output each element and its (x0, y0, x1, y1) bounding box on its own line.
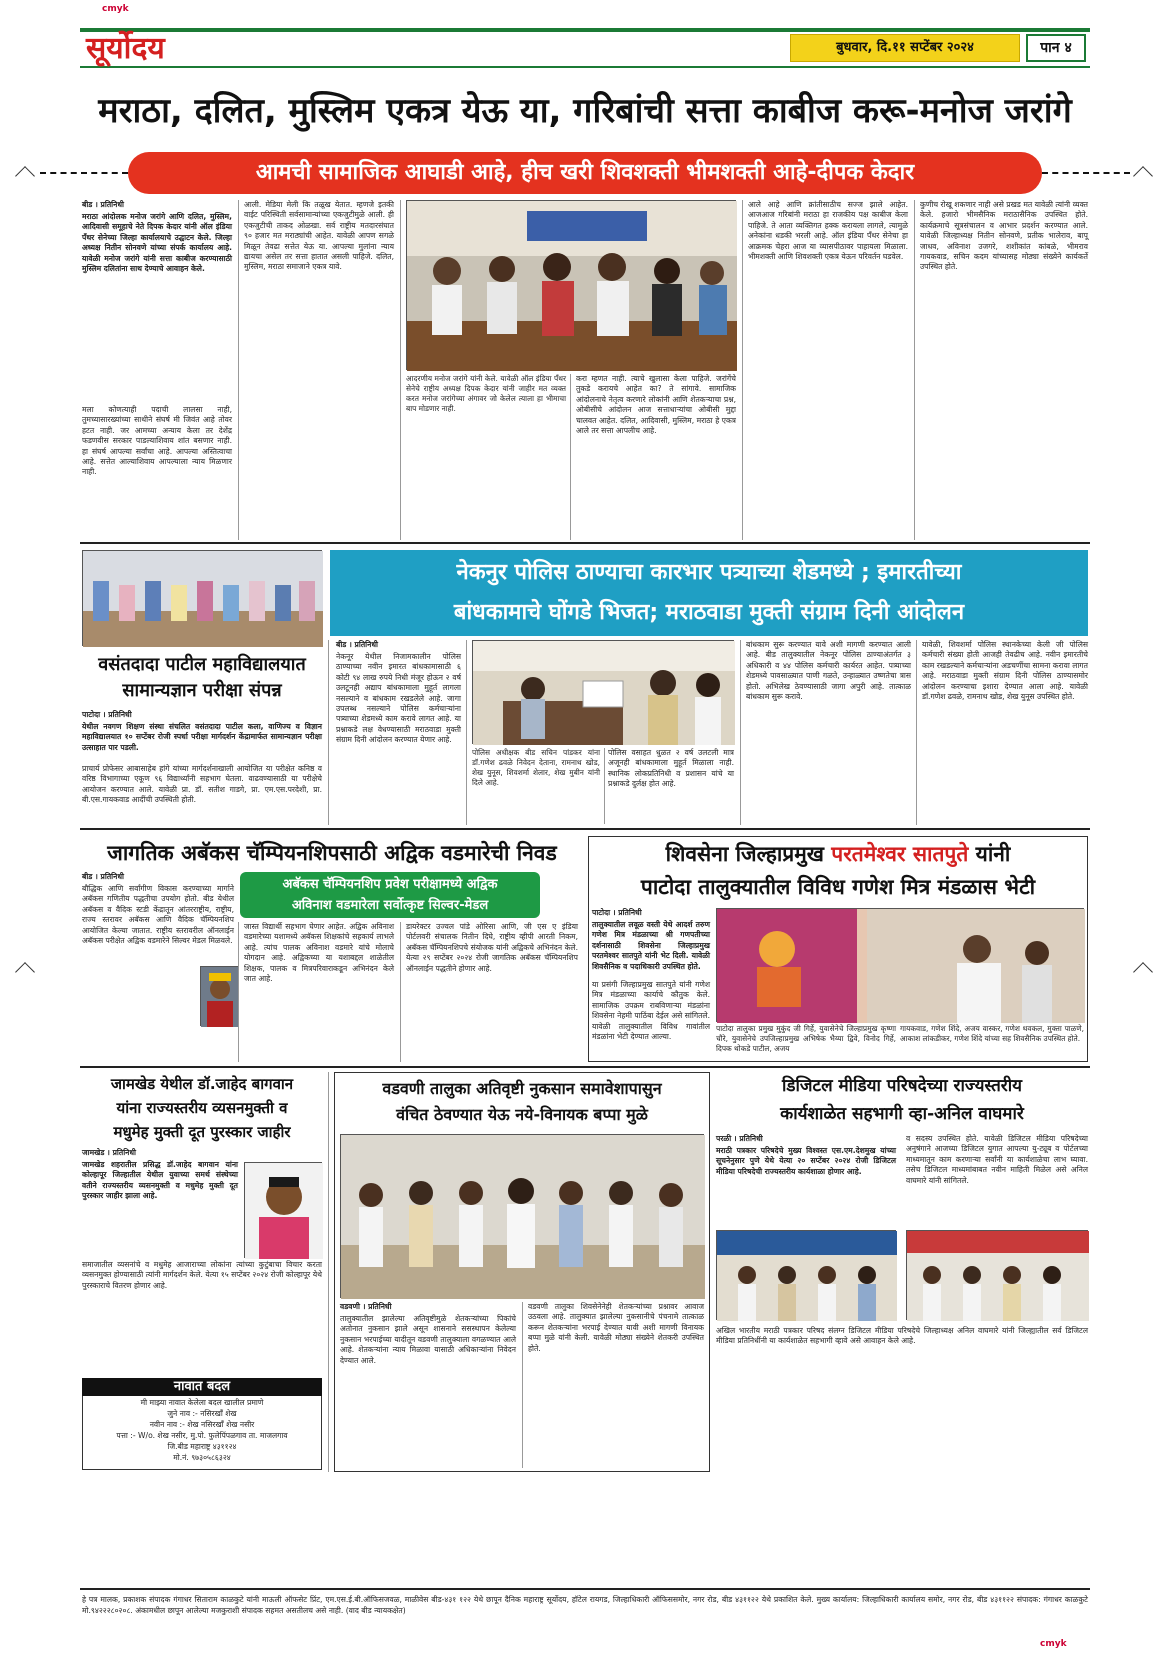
rule (742, 200, 743, 540)
digital-headline-line1: डिजिटल मीडिया परिषदेच्या राज्यस्तरीय (781, 1076, 1022, 1096)
exam-photo (82, 550, 322, 646)
exam-text: प्राचार्य प्रोफेसर आबासाहेब हांगे यांच्या मार्गदर्शनाखाली आयोजित या परीक्षेत कनिष्ठ व वरिष्ठ विभागाच्या एकूण ९६ विद्यार्थ्यांनी सहभाग घेतला. वाढवण्यासाठी या परीक्षेचे आयोजन करण्यात आले. यावेळी प्रा. डॉ. सतीश गाडगे, प्रा. एम.एस.परदेशी, प्रा. बी.एस.गायकवाड आदींची उपस्थिती होती. (82, 764, 322, 805)
abacus-dateline: बीड । प्रतिनिधी (82, 872, 124, 881)
shivsena-headline-name: परतमेश्वर सातपुते (831, 842, 969, 866)
abacus-subhead-line2: अविनाश वडमारेला सर्वोत्कृष्ट सिल्वर-मेडल (291, 898, 489, 913)
lead-col1-lead: मराठा आंदोलक मनोज जरांगे आणि दलित, मुस्लिम, आदिवासी समूहाचे नेते दिपक केदार यांनी ऑल इंडिया पँथर सेनेच्या जिल्हा कार्यालयाचे उद्घाटन केले. जिल्हा अध्यक्ष नितीन सोनवणे यांच्या संपर्क कार्यालय आहे. यावेळी मनोज जरांगे यांनी सत्ता काबीज करण्यासाठी मुस्लिम दलितांना साथ देण्याचे आवाहन केले. (82, 212, 232, 274)
section-divider (80, 828, 1090, 830)
digital-text: अखिल भारतीय मराठी पत्रकार परिषद संलग्न डिजिटल मीडिया परिषदेचे जिल्हाध्यक्ष अनिल वाघमारे यांनी जिल्ह्यातील सर्व डिजिटल मीडिया प्रतिनिधींनी या कार्यशाळेत सहभागी व्हावे असे आवाहन केले आहे. (716, 1326, 1088, 1346)
registration-mark-right-mid (1133, 962, 1153, 982)
footer-divider (80, 1588, 1090, 1590)
award-portrait (244, 1162, 322, 1258)
lead-photo-caption: आदरणीय मनोज जरांगे यांनी केले. यावेळी ऑल इंडिया पँथर सेनेचे राष्ट्रीय अध्यक्ष दिपक केदार यांनी जाहीर मत व्यक्त करत मनोज जरांगेच्या अंगावर जो केलेल त्याला हा भीमाचा बाप मोडणार नाही. (406, 374, 566, 413)
abacus-headline: जागतिक अबॅकस चॅम्पियनशिपसाठी अद्विक वडमारेची निवड (107, 841, 557, 865)
award-dateline: जामखेड । प्रतिनिधी (82, 1148, 137, 1157)
registration-mark-left (15, 166, 35, 186)
lead-col4-text: करा म्हणत नाही. त्याचे खुलासा केला पाहिजे. जरांगेंचे तुकडे करायचे आहेत का? ते सांगावे. सामाजिक आंदोलनाचे नेतृत्व करणारे लोकांनी आणि शेतकऱ्याचा प्रश्न, ओबीसीचे आंदोलन आज सत्ताधाऱ्यांचा ओबीसी मुद्दा चालवत आहेत. दलित, आदिवासी, मुस्लिम, मराठा हे एकत्र आले तर सत्ता आपलीच आहे. (576, 374, 736, 436)
exam-headline: वसंतदादा पाटील महाविद्यालयात सामान्यज्ञान परीक्षा संपन्न (98, 654, 306, 701)
abacus-col3-text: डायरेक्टर उज्वल पांडे ओरिसा आणि, जी एस ए इंडिया पोर्टलवरी संचालक नितीन दिघे, राष्ट्रीय व्हीपी आरती निकम, अबॅकस चॅम्पियनशिपचे संयोजक यांनी अद्विकचे अभिनंदन केले. येत्या २९ सप्टेंबर २०२४ रोजी जागतिक अबॅकस चॅम्पियनशिप ऑनलाईन पद्धतीने होणार आहे. (406, 922, 578, 973)
lead-col1-text: मला कोणत्याही पदाची लालसा नाही, तुमच्यासारख्यांच्या साथीने संघर्ष मी जिवंत आहे तोवर हटत नाही. जर आमच्या अन्याय केला तर देशेंद्र फडणवीस सरकार पाडल्याशिवाय शांत बसणार नाही. हा संघर्ष आपल्या सर्वांचा आहे. आपल्या अस्तित्वाचा आहे. सत्तेत आल्याशिवाय आपल्याला न्याय मिळणार नाही. (82, 405, 232, 477)
award-portrait-illustration (245, 1163, 323, 1259)
rule (400, 200, 401, 540)
shivsena-photo-caption: पाटोदा तालुका प्रमुख मुकुंद जी गिर्हे, युवासेनेचे जिल्हाप्रमुख कृष्णा चौरे, युवासेनेचे उपजिल्हाप्रमुख अभिषेक भैय्या द्विवे, विनोद गिर्हे, दिपक थोकडे पाटील, अजय (716, 1024, 896, 1053)
masthead-title: सूर्योदय (86, 31, 165, 66)
award-headline-line2: यांना राज्यस्तरीय व्यसनमुक्ती व (116, 1099, 288, 1117)
award-text: समाजातील व्यसनांचे व मधुमेह आजाराच्या लोकांना त्यांच्या कुटुंबाचा विचार करता व्यसनमुक्त होण्यासाठी त्यांनी मार्गदर्शन केले. येत्या १५ सप्टेंबर २०२४ रोजी कोल्हापूर येथे पुरस्काराचे वितरण होणार आहे. (82, 1260, 322, 1290)
section-divider (80, 542, 1090, 544)
abacus-portrait-illustration (201, 967, 239, 1027)
rain-photo-illustration (341, 1135, 705, 1299)
award-headline-line3: मधुमेह मुक्ती दूत पुरस्कार जाहीर (113, 1123, 291, 1141)
shivsena-headline-line2: पाटोदा तालुक्यातील विविध गणेश मित्र मंडळास भेटी (640, 875, 1036, 899)
award-lead: जामखेड शहरातील प्रसिद्ध डॉ.जाहेद बागवान यांना कोल्हापूर जिल्हातील येथील युवाच्या समर्थ संस्थेच्या वतीने राज्यस्तरीय व्यसनमुक्ती व मधुमेह मुक्ती दूत पुरस्कार जाहीर झाला आहे. (82, 1160, 238, 1201)
exam-photo-illustration (83, 551, 323, 647)
footer-imprint: हे पत्र मालक, प्रकाशक संपादक गंगाधर सिताराम काळकुटे यांनी माऊली ऑफसेट प्रिंट, एम.एस.ई.बी.ऑफिसजवळ, माळीवेस बीड-४३१ १२२ येथे छापून दैनिक महाराष्ट्र सूर्योदय, हॉटेल रायगड, जिल्हाधिकारी ऑफिससमोर, नगर रोड, बीड ४३११२२ येथे प्रकाशित केले. मुख्य कार्यालय: जिल्हाधिकारी कार्यालय समोर, नगर रोड, बीड ४३११२२ संपादक: गंगाधर काळकुटे मो.९४२२२८०२०८. अंकामधील छापून आलेल्या मजकुराशी संपादक सहमत असतीलच असे नाही. (वाद बीड न्यायकक्षेत) (82, 1595, 1088, 1615)
shivsena-text: या प्रसंगी जिल्हाप्रमुख सातपुते यांनी गणेश मित्र मंडळाच्या कार्याचे कौतुक केले. सामाजिक उपक्रम राबविणाऱ्या मंडळांना शिवसेना नेहमी पाठिंबा देईल असे सांगितले. यावेळी तालुक्यातील विविध गावांतील मंडळांना भेटी देण्यात आल्या. (592, 980, 710, 1042)
exam-lead: येथील नवगण शिक्षण संस्था संचलित वसंतदादा पाटील कला, वाणिज्य व विज्ञान महाविद्यालयात १० सप्टेंबर रोजी स्पर्धा परीक्षा मार्गदर्शन केंद्रामार्फत सामान्यज्ञान परीक्षा उत्साहात पार पडली. (82, 722, 322, 752)
exam-dateline: पाटोदा । प्रतिनिधी (82, 710, 132, 719)
name-change-line3: नवीन नाव :- शेख नसिरखाँ शेख नसीर (149, 1420, 255, 1429)
abacus-col1-text: बौद्धिक आणि सर्वांगीण विकास करण्याच्या मार्गाने अबॅकस गणितीय पद्धतीचा उपयोग होतो. बीड येथील अबॅकस व वैदिक स्टडी केंद्रातून आंतरराष्ट्रीय, राष्ट्रीय, राज्य स्तरावर अबॅकस आणि वैदिक चॅम्पियनशिप आयोजित केल्या जातात. राष्ट्रीय स्तरावरील ऑनलाईन अबॅकस परीक्षेत अद्विक वडमारेने सिल्वर मेडल मिळवले. (82, 884, 234, 946)
rule (740, 640, 741, 825)
abacus-subhead-line1: अबॅकस चॅम्पियनशिप प्रवेश परीक्षामध्ये अद्विक (282, 877, 498, 892)
rule (400, 922, 401, 1062)
digital-col2-text: व सदस्य उपस्थित होते. यावेळी डिजिटल मीडिया परिषदेच्या अनुषंगाने आजच्या डिजिटल युगात आपल्या यु-ट्यूब व पोर्टलच्या माध्यमातून काम करणाऱ्या सर्वांनी या कार्यशाळेचा लाभ घ्यावा. तसेच डिजिटल माध्यमांबाबत नवीन माहिती मिळेल असे अनिल वाघमारे यांनी सांगितले. (906, 1134, 1088, 1185)
police-photo (472, 640, 734, 744)
rule (328, 1072, 329, 1472)
abacus-portrait (200, 966, 238, 1026)
shivsena-photo-caption-2: गायकवाड, गणेश शिंदे, अजय वास्कर, गणेश थवकल, मुक्ता पाळणे, आकाश लांकडीकर, गणेश शिंदे यांच्या सह शिवसैनिक उपस्थित होते. (900, 1024, 1084, 1043)
shivsena-headline-part1: शिवसेना जिल्हाप्रमुख (665, 842, 824, 866)
shivsena-headline-part3: यांनी (975, 842, 1011, 866)
cmyk-mark-top: cmyk (102, 4, 129, 14)
digital-photo-right-illustration (907, 1231, 1089, 1321)
name-change-line2: जुने नाव :- नसिरखाँ शेख (167, 1409, 237, 1418)
police-col1-text: नेकनूर येथील निजामकालीन पोलिस ठाण्याच्या नवीन इमारत बांधकामासाठी ६ कोटी ९४ लाख रुपये निधी मंजूर होऊन २ वर्ष उलटूनही अद्याप बांधकामाला मुहूर्त लागला नसल्याने व बांधकाम रखडलेले आहे. जागा उपलब्ध नसल्याने पोलिस कर्मचाऱ्यांना पत्र्याच्या शेडमध्ये काम करावे लागत आहे. या प्रश्नाकडे लक्ष वेधण्यासाठी मराठवाडा मुक्ती संग्राम दिनी आंदोलन करण्यात येणार आहे. (336, 652, 461, 745)
section-divider (80, 1066, 1090, 1068)
police-photo-illustration (473, 641, 735, 745)
masthead-date: बुधवार, दि.११ सप्टेंबर २०२४ (790, 34, 1020, 62)
police-col4-text: यावेळी, शिवशर्मा पोलिस स्थानकेच्या केली जी पोलिस कर्मचारी संख्या होती आजही तेवढीच आहे. नवीन इमारतीचे काम रखडल्याने कर्मचाऱ्यांना अडचणींचा सामना करावा लागत आहे. मराठवाडा मुक्ती संग्राम दिनी पोलिस ठाण्यासमोर आंदोलन करण्याचा इशारा देण्यात आला आहे. यावेळी डॉ.गणेश ढवळे, रामनाथ खोड, शेख युनूस उपस्थित होते. (922, 640, 1088, 702)
rule (328, 640, 329, 825)
abacus-col2-text: जास्त विद्यार्थी सहभाग घेणार आहेत. अद्विक अविनाश वडमारेच्या यशामध्ये अबॅकस शिक्षकांचे सहकार्य लाभले आहे. त्यांच पालक अविनाश वडमारे यांचे मोलाचे योगदान आहे. अद्विकच्या या यशाबद्दल शाळेतील शिक्षक, पालक व मित्रपरिवाराकडून अभिनंदन केले जात आहे. (244, 922, 394, 984)
police-headline-line2: बांधकामाचे घोंगडे भिजत; मराठवाडा मुक्ती संग्राम दिनी आंदोलन (453, 600, 965, 625)
lead-photo (406, 200, 736, 370)
police-col2b-text: पोलिस वसाहत धुळत २ वर्ष उलटली मात्र अजूनही बांधकामाला मुहूर्त मिळाला नाही. स्थानिक लोकप्रतिनिधी व प्रशासन यांचे या प्रश्नाकडे दुर्लक्ष होत आहे. (608, 748, 734, 789)
rule (604, 748, 605, 824)
lead-headline: मराठा, दलित, मुस्लिम एकत्र येऊ या, गरिबांची सत्ता काबीज करू-मनोज जरांगे (98, 91, 1072, 131)
rain-photo (340, 1134, 704, 1298)
lead-subhead: आमची सामाजिक आघाडी आहे, हीच खरी शिवशक्ती भीमशक्ती आहे-दीपक केदार (128, 152, 1042, 194)
rule (914, 200, 915, 540)
digital-lead: मराठी पत्रकार परिषदेचे मुख्य विश्वस्त एस.एम.देशमुख यांच्या सूचनेनुसार पुणे येथे येत्या २० सप्टेंबर २०२४ रोजी डिजिटल मीडिया परिषदेची राज्यस्तरीय कार्यशाळा होणार आहे. (716, 1146, 896, 1176)
name-change-line6: मो.नं. ९७३०५८६३२४ (173, 1453, 231, 1462)
shivsena-headline-line1 (592, 838, 1084, 870)
rule (916, 640, 917, 825)
lead-photo-illustration (407, 201, 737, 371)
rain-col1-text: तालुक्यातील झालेल्या अतिवृष्टीमुळे शेतकऱ्यांच्या पिकांचे अतोनात नुकसान झाले असून शासनाने ससस्थापन केलेल्या नुकसान भरपाईच्या यादीतून वडवणी तालुक्याला वगळण्यात आले आहे. शेतकऱ्यांना न्याय मिळावा यासाठी अधिकाऱ्यांना निवेदन देण्यात आले. (340, 1314, 516, 1365)
digital-headline-line2: कार्यशाळेत सहभागी व्हा-अनिल वाघमारे (780, 1104, 1024, 1124)
registration-mark-right (1133, 166, 1153, 186)
shivsena-photo (716, 908, 1084, 1022)
lead-subhead-dash-left (40, 172, 128, 174)
police-col3-text: बांधकाम सुरू करण्यात यावे अशी मागणी करण्यात आली आहे. बीड तालुक्यातील नेकनूर पोलिस ठाण्याअंतर्गत ३ अधिकारी व ४४ पोलिस कर्मचारी कार्यरत आहेत. पत्र्याच्या शेडमध्ये पावसाळ्यात पाणी गळते, उन्हाळ्यात उष्णतेचा त्रास होतो. अभिलेख ठेवण्यासाठी जागा अपुरी आहे. तात्काळ बांधकाम सुरू करावे. (746, 640, 911, 702)
cmyk-mark-bottom: cmyk (1040, 1639, 1067, 1649)
digital-photo-left (716, 1230, 896, 1320)
rule (238, 200, 239, 540)
registration-mark-left-mid (15, 962, 35, 982)
digital-photo-right (906, 1230, 1088, 1320)
rain-headline-line2: वंचित ठेवण्यात येऊ नये-विनायक बप्पा मुळे (396, 1105, 648, 1124)
shivsena-lead: तालुक्यातील लवूळ वस्ती येथे आदर्श तरुण गणेश मित्र मंडळाच्या श्री गणपतीच्या दर्शनासाठी शिवसेना जिल्हाप्रमुख परतमेश्वर सातपुते यांनी भेट दिली. यावेळी शिवसैनिक व पदाधिकारी उपस्थित होते. (592, 920, 710, 971)
lead-col6-text: कुणीच रोखू शकणार नाही असे प्रखड मत यावेळी त्यांनी व्यक्त केले. हजारो भीमसैनिक मराठासैनिक उपस्थित होते. कार्यक्रमाचे सूत्रसंचालन व आभार प्रदर्शन करण्यात आले. यावेळी जिल्हाध्यक्ष नितीन सोनवणे, प्रतीक भालेराव, बापू जाधव, अविनाश उजगरे, शशीकांत कांबळे, भीमराव गायकवाड, सचिन कदम यांच्यासह मोठ्या संख्येने कार्यकर्ते उपस्थित होते. (920, 200, 1088, 272)
name-change-line5: जि.बीड महाराष्ट्र ४३११२४ (167, 1442, 237, 1451)
lead-dateline: बीड । प्रतिनिधी (82, 200, 124, 209)
shivsena-dateline: पाटोदा । प्रतिनिधी (592, 908, 642, 917)
rain-col2-text: वडवणी तालुका शिवसेनेनेही शेतकऱ्यांच्या प्रश्नावर आवाज उठवला आहे. तालुक्यात झालेल्या नुकसानीचे पंचनामे तात्काळ करून शेतकऱ्यांना भरपाई देण्यात यावी अशी मागणी विनायक बप्पा मुळे यांनी केली. यावेळी मोठ्या संख्येने शेतकरी उपस्थित होते. (528, 1302, 704, 1353)
name-change-line1: मी माझ्या नावात केलेला बदल खालील प्रमाणे (140, 1398, 264, 1407)
police-headline-line1: नेकनुर पोलिस ठाण्याचा कारभार पत्र्याच्या शेडमध्ये ; इमारतीच्या (456, 560, 962, 585)
award-headline-line1: जामखेड येथील डॉ.जाहेद बागवान (110, 1075, 294, 1093)
shivsena-photo-illustration (717, 909, 1085, 1023)
name-change-title: नावात बदल (82, 1378, 322, 1396)
lead-col2-text: आली. मेडिया मेली कि तळूख येतात. म्हणजे इतकी वाईट परिस्थिती सर्वसामान्यांच्या एकजुटीमुळे आली. ही एकजुटीची ताकद ओळखा. सर्व राष्ट्रीय मतदारसंघात ९० हजार मत मराठ्यांची आहेत. यावेळी आपण सगळे मिळून तेवढा सत्तेत येऊ या. आपल्या मुलांना न्याय द्यायचा असेल तर सत्ता हातात असली पाहिजे. दलित, मुस्लिम, मराठा समाजाने एकत्र यावे. (244, 200, 394, 272)
rain-dateline: वडवणी । प्रतिनिधी (340, 1302, 392, 1311)
rule (238, 922, 239, 1062)
rule (466, 640, 467, 825)
page-number-badge: पान ४ (1026, 34, 1086, 62)
police-photo-caption: पोलिस अधीक्षक बीड सचिन पांडकर यांना डॉ.गणेश ढवळे निवेदन देताना, रामनाथ खोड, शेख युनूस, शिवशर्मा शेलार, शेख मुबीन यांनी दिले आहे. (472, 748, 600, 787)
name-change-line4: पत्ता :- W/o. शेख नसीर, मु.पो. फुलेपिंपळगाव ता. माजलगाव (116, 1431, 288, 1440)
rule (570, 374, 571, 540)
police-dateline: बीड । प्रतिनिधी (336, 640, 378, 649)
rain-headline-line1: वडवणी तालुका अतिवृष्टी नुकसान समावेशापासुन (382, 1079, 662, 1098)
digital-dateline: परळी । प्रतिनिधी (716, 1134, 763, 1143)
lead-col5-text: आले आहे आणि क्रांतीसाठीच सज्ज झाले आहेत. आजआज गरिबांनी मराठा हा राजकीय पक्ष काबीज केला पाहिजे. ते आता व्यक्तिगत हक्क करायला लागले, त्यामुळे अनेकांना धडकी भरली आहे. ऑल इंडिया पँथर सेनेचा हा आक्रमक चेहरा आज या व्यासपीठावर पाहायला मिळाला. भीमशक्ती आणि शिवशक्ती एकत्र येऊन परिवर्तन घडवेल. (748, 200, 908, 262)
lead-subhead-dash-right (1042, 172, 1130, 174)
digital-photo-left-illustration (717, 1231, 897, 1321)
rule (522, 1302, 523, 1468)
